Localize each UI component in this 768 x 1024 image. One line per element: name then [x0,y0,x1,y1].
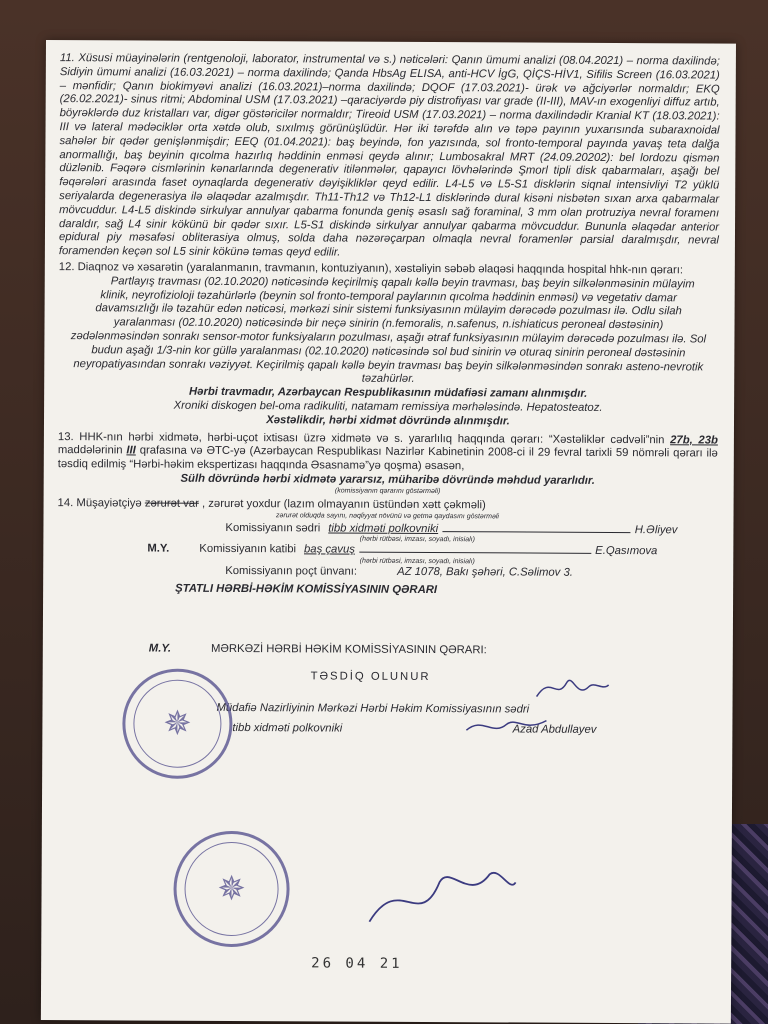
chair-rank: tibb xidməti polkovniki [328,521,439,535]
chair-signature-icon [533,671,613,705]
secretary-rank-note: (hərbi rütbəsi, imzası, soyadı, inisialı) [359,557,475,566]
central-rank: tibb xidməti polkovniki [232,722,343,735]
address-row [225,565,717,581]
section-13-column: III [126,444,136,457]
document-text [56,52,720,738]
section-12-verdict-1: Hərbi travmadır, Azərbaycan Respublikasının müdafiəsi zamanı alınmışdır. [189,385,588,400]
chair-label: Komissiyanın sədri [225,521,321,534]
emblem-icon: ✵ [163,704,192,743]
section-14-value: , zərurət yoxdur (lazım olmayanın üstündən xətt çəkməli) [201,497,486,512]
chair-rank-note: (hərbi rütbəsi, imzası, soyadı, inisialı) [359,535,475,544]
section-14-note: zərurət olduqda sayını, nəqliyyat növünü və getmə qaydasını göstərməli [276,511,500,520]
secretary-name: E.Qasımova [595,545,658,558]
central-signature-icon [359,862,519,933]
approved-label: TƏSDİQ OLUNUR [310,670,431,684]
stamp-mark-1: M.Y. [147,542,170,555]
section-13-decision: Sülh dövründə hərbi xidmətə yararsız, müharibə dövründə məhdud yararlıdır. [180,472,595,487]
section-13-part-3: qrafasına və ƏTC-yə (Azərbaycan Respublikası Nazirlər Kabinetinin 2008-ci il 29 fevral tarixli 59 nömrəli qərarı ilə təsdiq edilmiş “Hərbi-həkim ekspertizası haqqında Əsasnamə”yə qoşma) əsasən, [57,444,718,473]
staff-commission-heading: ŞTATLI HƏRBİ-HƏKİM KOMİSSİYASININ QƏRARI [175,582,438,596]
stamp-mark-2: M.Y. [148,642,172,655]
central-heading: MƏRKƏZİ HƏRBİ HƏKİM KOMİSSİYASININ QƏRARI: [210,642,487,657]
section-13-part-2: maddələrinin [57,444,123,457]
section-12-verdict-2: Xəstəlikdir, hərbi xidmət dövründə alınmışdır. [266,413,510,428]
address-label: Komissiyanın poçt ünvanı: [225,565,358,578]
secretary-rank: baş çavuş [303,543,355,556]
round-stamp-icon [122,668,233,779]
secretary-signature-icon [462,710,552,740]
section-13-part-1: 13. HHK-nın hərbi xidmətə, hərbi-uçot ixtisası üzrə xidmətə və s. yararlılıq haqqında qərarı: “Xəstəliklər cədvəli”nin [57,430,665,446]
section-14-struck: zərurət var [144,497,199,510]
chair-row [225,521,717,537]
section-12-chronic: Xroniki diskogen bel-oma radikuliti, natamam remissiya mərhələsində. Hepatosteatoz. [173,399,603,414]
document-page [41,40,736,1024]
handwritten-date: 26 04 21 [311,955,403,972]
emblem-icon-2: ✵ [217,869,246,909]
section-13-articles: 27b, 23b [670,433,718,447]
address-value: AZ 1078, Bakı şəhəri, C.Səlimov 3. [397,565,573,579]
section-13 [58,431,718,476]
secretary-label: Komissiyanın katibi [199,543,297,556]
section-12-diagnosis: Partlayış travması (02.10.2020) nəticəsində keçirilmiş qapalı kəllə beyin travması, baş beyin silkələnməsinin mülayim klinik, neyrofizioloji təzahürlərlə (beynin sol fronto-temporal paylarının qıcolma həddinin enməsi) və vegetativ damar davamsızlığı ilə təzahür edən nəticəsi, mərkəzi sinir sistemi funksiyasının mülayim dərəcədə pozulması ilə. Odlu silah yaralanması (02.10.2020) nəticəsində bir neçə sinirin (n.femoralis, n.safenus, n.ishiaticus peroneal dəstəsinin) zədələnməsindən sonrakı sensor-motor funksiyaların pozulması, aşağı ətraf funksiyasının mülayim dərəcədə pozulması ilə. Sol budun aşağı 1/3-nin kor güllə yaralanması (02.10.2020) nəticəsində sol bud sinirin və oturaq sinirin peroneal dəstəsinin neyropatiyasından sonrakı vəziyyət. Keçirilmiş qapalı kəllə beyin travması baş beyin silkələnməsindən sonrakı asteno-nevrotik təzahürlər. [70,275,707,386]
section-14-label: 14. Müşayiətçiyə [57,496,142,510]
central-name: Azad Abdullayev [512,723,597,736]
central-heading-row [149,642,717,659]
section-11: 11. Xüsusi müayinələrin (rentgenoloji, laborator, instrumental və s.) nəticələri: Qanın ümumi analizi (08.04.2021) – norma daxilində; Sidiyin ümumi analizi (16.03.2021) – norma daxilində; Qanda HbsAg ELISA, anti-HCV İgG, QİÇS-HİV1, Sifilis Screen (16.03.2021) – mənfidir; Qanın biokimyəvi analizi (16.03.2021)–norma daxilində; DQOF (17.03.2021)- ürək və ağciyərlər normaldır; EKQ (26.02.2021)- sinus ritmi; Abdominal USM (17.03.2021) –qaraciyərdə piy distrofiyası var grade (II-III), MAV-ın exogenliyi diffuz artıb, böyrəklərdə duz kristalları var, digər göstəricilər normaldır; Tireoid USM (17.03.2021) – norma daxilindədir Kranial KT (18.03.2021): III və lateral mədəciklər orta xətdə olub, sıxılmış görünüşlüdür. Hər iki tərəfdə alın və təpə payının yuxarısında subaraxnoidal sahələr bir qədər genişlənmişdir; EEQ (01.04.2021): baş beyində, fon yazısında, sol fronto-temporal payında yavaş teta dalğa anormallığı, baş beyinin qıcolma hazırlıq həddinin enməsi qeydə alınır; Lumbosakral MRT (24.09.20202): bel lordozu qismən düzlənib. Fəqərə cismlərinin kənarlarında degenerativ itilənmələr, qapayıcı lövhələrində Şmorl tipli disk qabarmaları, aşağı bel fəqərələri arasında faset oynaqlarda degenerativ dəyişikliklər qeyd edilir. L4-L5 və L5-S1 disklərin siqnal intensivliyi T2 yüklü seriyalarda degenerasiya ilə əlaqədar azalmışdır. Th11-Th12 və Th12-L1 disklərində dural kisəni nisbətən sıxan arxa qabarmalar mövcuddur. L4-L5 diskində sirkulyar annulyar qabarma fonunda geniş əsaslı sağ foraminal, 3 mm olan protruziya nevral foramenı daraldır, sağ L4 sinir kökünü bir qədər sıxır. L5-S1 diskində sirkulyar annulyar qabarma mövcuddur. Bununla əlaqədar anterior epidural piy məsafəsi obliterasiya olmuş, solda daha nəzərəçarpan olmaqla nevral foramenlər parsial daralmışdır, nevral foramendən keçən sol L5 sinir kökünə təmas qeyd edilir. [58,52,720,259]
central-chair-line: Müdafiə Nazirliyinin Mərkəzi Hərbi Həkim Komissiyasının sədri [216,702,530,716]
round-stamp-icon-2 [173,831,290,948]
chair-name: H.Əliyev [634,523,678,536]
section-13-note: (komissiyanın qərarını göstərməli) [334,487,441,495]
section-12-heading: 12. Diaqnoz və xəsarətin (yaralanmanın, travmanın, kontuziyanın), xəstəliyin səbəb əlaqəsi haqqında hospital hhk-nın qərarı: [58,261,684,277]
